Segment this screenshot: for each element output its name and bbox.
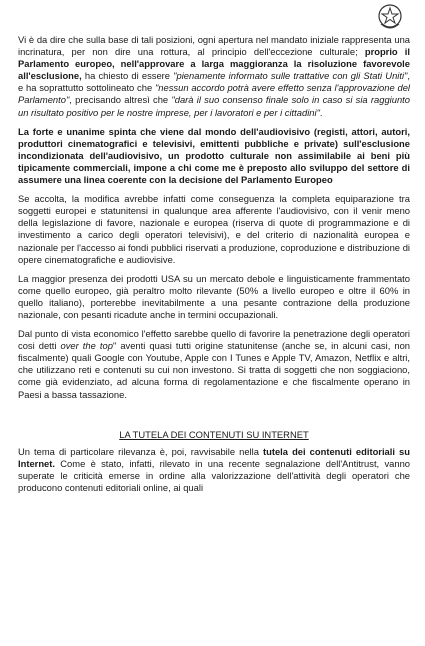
paragraph-1-text: , precisando altresì che bbox=[69, 94, 172, 106]
section-paragraph-bold: tutela dei contenuti editoriali su Internet. bbox=[18, 445, 410, 469]
paragraph-1 bbox=[18, 34, 410, 119]
paragraph-1-bold: proprio il Parlamento europeo, nell'approvare a larga maggioranza la risoluzione favorevole all'esclusione, bbox=[18, 46, 411, 82]
section-paragraph-text: Un tema di particolare rilevanza è, poi, ravvisabile nella bbox=[18, 445, 263, 457]
paragraph-3: Se accolta, la modifica avrebbe infatti come conseguenza la completa equiparazione tra soggetti europei e statunitensi in qualunque area afferente l'audiovisivo, con il venir meno della legislazione di favore, nazionale e europea (riserva di quote di programmazione e di investimento a carico degli operatori televisivi), e del criterio di nazionalità europea e nazionale per l'accesso ai fondi pubblici riservati a produzione, coproduzione e distribuzione di opere cinematografiche e audiovisive. bbox=[18, 193, 410, 265]
paragraph-1-text: , e ha soprattutto sottolineato che bbox=[18, 70, 410, 94]
paragraph-5-text: " aventi quasi tutti origine statunitense (anche se, in alcuni casi, non fiscalmente) quali Google con Youtube, Apple con I Tunes e Apple TV, Amazon, Netflix e altri, che utilizzano reti e contenuti su cui non investono. Si tratta di soggetti che non soggiaciono, come già evidenziato, ad alcuna forma di regolamentazione e che fiscalmente operano in Paesi a bassa tassazione. bbox=[18, 340, 410, 400]
paragraph-1-quote: "pienamente informato sulle trattative con gli Stati Uniti" bbox=[173, 70, 408, 82]
paragraph-1-text: . bbox=[319, 106, 323, 118]
paragraph-1-quote: "darà il suo consenso finale solo in caso si sia raggiunto un risultato positivo per le nostre imprese, per i lavoratori e per i cittadini" bbox=[18, 94, 410, 118]
section-title: LA TUTELA DEI CONTENUTI SU INTERNET bbox=[119, 428, 309, 440]
document-page bbox=[18, 34, 410, 494]
paragraph-1-quote: "nessun accordo potrà avere effetto senza l'approvazione del Parlamento" bbox=[18, 82, 410, 106]
paragraph-5-italic: over the top bbox=[60, 340, 113, 352]
paragraph-2-bold: La forte e unanime spinta che viene dal mondo dell'audiovisivo (registi, attori, autori, produttori cinematografici e televisivi, emittenti pubbliche e private) sull'esclusione incondizionata dell'audiovisivo, un prodotto culturale non assimilabile ai beni più tipicamente commerciali, impone a chi come me è preposto allo sviluppo del settore di assumere una linea coerente con la decisione del Parlamento Europeo bbox=[18, 125, 410, 186]
paragraph-4: La maggior presenza dei prodotti USA su un mercato debole e linguisticamente frammentato come quello europeo, già peraltro molto rilevante (50% a livello europeo e oltre il 60% in quello italiano), porterebbe inevitabilmente a una pesante contrazione della produzione nazionale, con pesanti ricadute anche in termini occupazionali. bbox=[18, 272, 410, 320]
section-paragraph-text: Come è stato, infatti, rilevato in una recente segnalazione dell'Antitrust, vanno superate le criticità emerse in ordine alla valorizzazione dell'attività degli operatori che producono contenuti editoriali online, ai quali bbox=[18, 457, 410, 493]
section-paragraph-1 bbox=[18, 446, 410, 494]
paragraph-2 bbox=[18, 126, 410, 186]
paragraph-1-text: ha chiesto di essere bbox=[81, 70, 174, 82]
paragraph-1-text: Vi è da dire che sulla base di tali posizioni, ogni apertura nel mandato iniziale rappresenta una incrinatura, per non dire una rottura, al principio dell'eccezione culturale; bbox=[18, 34, 410, 58]
paragraph-5-text: Dal punto di vista economico l'effetto sarebbe quello di favorire la penetrazione degli operatori cosi detti bbox=[18, 328, 410, 352]
paragraph-5 bbox=[18, 328, 410, 401]
italian-republic-emblem-icon bbox=[377, 2, 403, 32]
